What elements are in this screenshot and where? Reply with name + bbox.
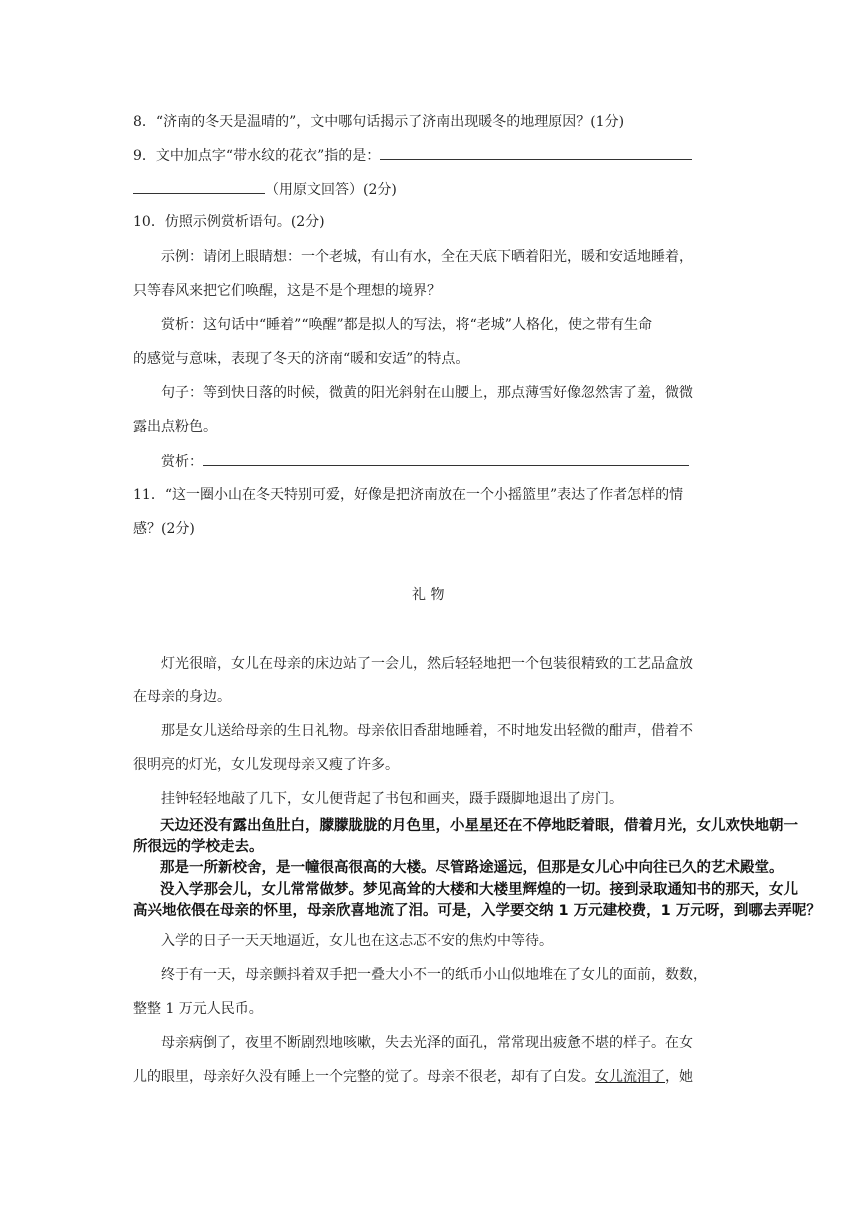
paragraph-1-line-1: 灯光很暗，女儿在母亲的床边站了一会儿，然后轻轻地把一个包装很精致的工艺品盒放 [161,656,693,672]
q10-example-line-1: 示例：请闭上眼睛想：一个老城，有山有水，全在天底下晒着阳光，暖和安适地睡着， [161,249,693,265]
bold-paragraph-1-line-1: 天边还没有露出鱼肚白，朦朦胧胧的月色里，小星星还在不停地眨着眼，借着月光，女儿欢快地朝一 [160,818,798,834]
question-10: 10．仿照示例赏析语句。(2分) [133,214,325,230]
answer-blank-9b[interactable] [133,179,265,194]
question-9-text: 9．文中加点字“带水纹的花衣”指的是： [133,148,381,164]
q10-answer-row [161,451,689,472]
paragraph-6-text: 儿的眼里，母亲好久没有睡上一个完整的觉了。母亲不很老，却有了白发。 [133,1069,595,1085]
question-9-continued [133,179,397,200]
paragraph-6-line-2 [133,1067,693,1087]
paragraph-1-line-2: 在母亲的身边。 [133,689,231,705]
paragraph-5-line-1: 终于有一天，母亲颤抖着双手把一叠大小不一的纸币小山似地堆在了女儿的面前，数数， [161,967,707,983]
paragraph-3: 挂钟轻轻地敲了几下，女儿便背起了书包和画夹，蹑手蹑脚地退出了房门。 [161,791,623,807]
paragraph-6-line-1: 母亲病倒了，夜里不断剧烈地咳嗽，失去光泽的面孔，常常现出疲惫不堪的样子。在女 [161,1035,693,1051]
q10-answer-label: 赏析： [161,454,203,470]
paragraph-2-line-2: 很明亮的灯光，女儿发现母亲又瘦了许多。 [133,757,399,773]
q10-sentence-line-2: 露出点粉色。 [133,419,217,435]
paragraph-4: 入学的日子一天天地逼近，女儿也在这忐忑不安的焦灼中等待。 [161,933,553,949]
article-title: 礼 物 [412,587,445,603]
paragraph-5-line-2: 整整 1 万元人民币。 [133,1001,263,1017]
bold-paragraph-3-line-1: 没入学那会儿，女儿常常做梦。梦见高耸的大楼和大楼里辉煌的一切。接到录取通知书的那天，女儿 [160,882,798,898]
q10-analysis-line-2: 的感觉与意味，表现了冬天的济南“暖和安适”的特点。 [133,351,470,367]
question-11-line-1: 11．“这一圈小山在冬天特别可爱，好像是把济南放在一个小摇篮里”表达了作者怎样的情 [133,487,684,503]
answer-blank-9a[interactable] [380,145,692,160]
answer-blank-10[interactable] [203,451,689,466]
question-9 [133,145,692,166]
question-8: 8．“济南的冬天是温晴的”，文中哪句话揭示了济南出现暖冬的地理原因？(1分) [133,114,625,130]
underlined-phrase: 女儿流泪了 [595,1069,665,1085]
bold-paragraph-3-line-2: 高兴地依偎在母亲的怀里，母亲欣喜地流了泪。可是，入学要交纳 1 万元建校费，1 万元呀，到哪去弄呢？ [133,903,821,919]
q10-example-line-2: 只等春风来把它们唤醒，这是不是个理想的境界？ [133,283,441,299]
q10-sentence-line-1: 句子：等到快日落的时候，微黄的阳光斜射在山腰上，那点薄雪好像忽然害了羞，微微 [161,385,693,401]
bold-paragraph-1-line-2: 所很远的学校走去。 [133,839,264,855]
question-9-tail: （用原文回答）(2分) [265,182,397,198]
question-11-line-2: 感？(2分) [133,521,195,537]
bold-paragraph-2: 那是一所新校舍，是一幢很高很高的大楼。尽管路途遥远，但那是女儿心中向往已久的艺术殿堂。 [160,860,784,876]
q10-analysis-line-1: 赏析：这句话中“睡着”“唤醒”都是拟人的写法，将“老城”人格化，使之带有生命 [161,317,652,333]
paragraph-2-line-1: 那是女儿送给母亲的生日礼物。母亲依旧香甜地睡着，不时地发出轻微的酣声，借着不 [161,723,693,739]
paragraph-6-tail: ，她 [665,1069,693,1085]
